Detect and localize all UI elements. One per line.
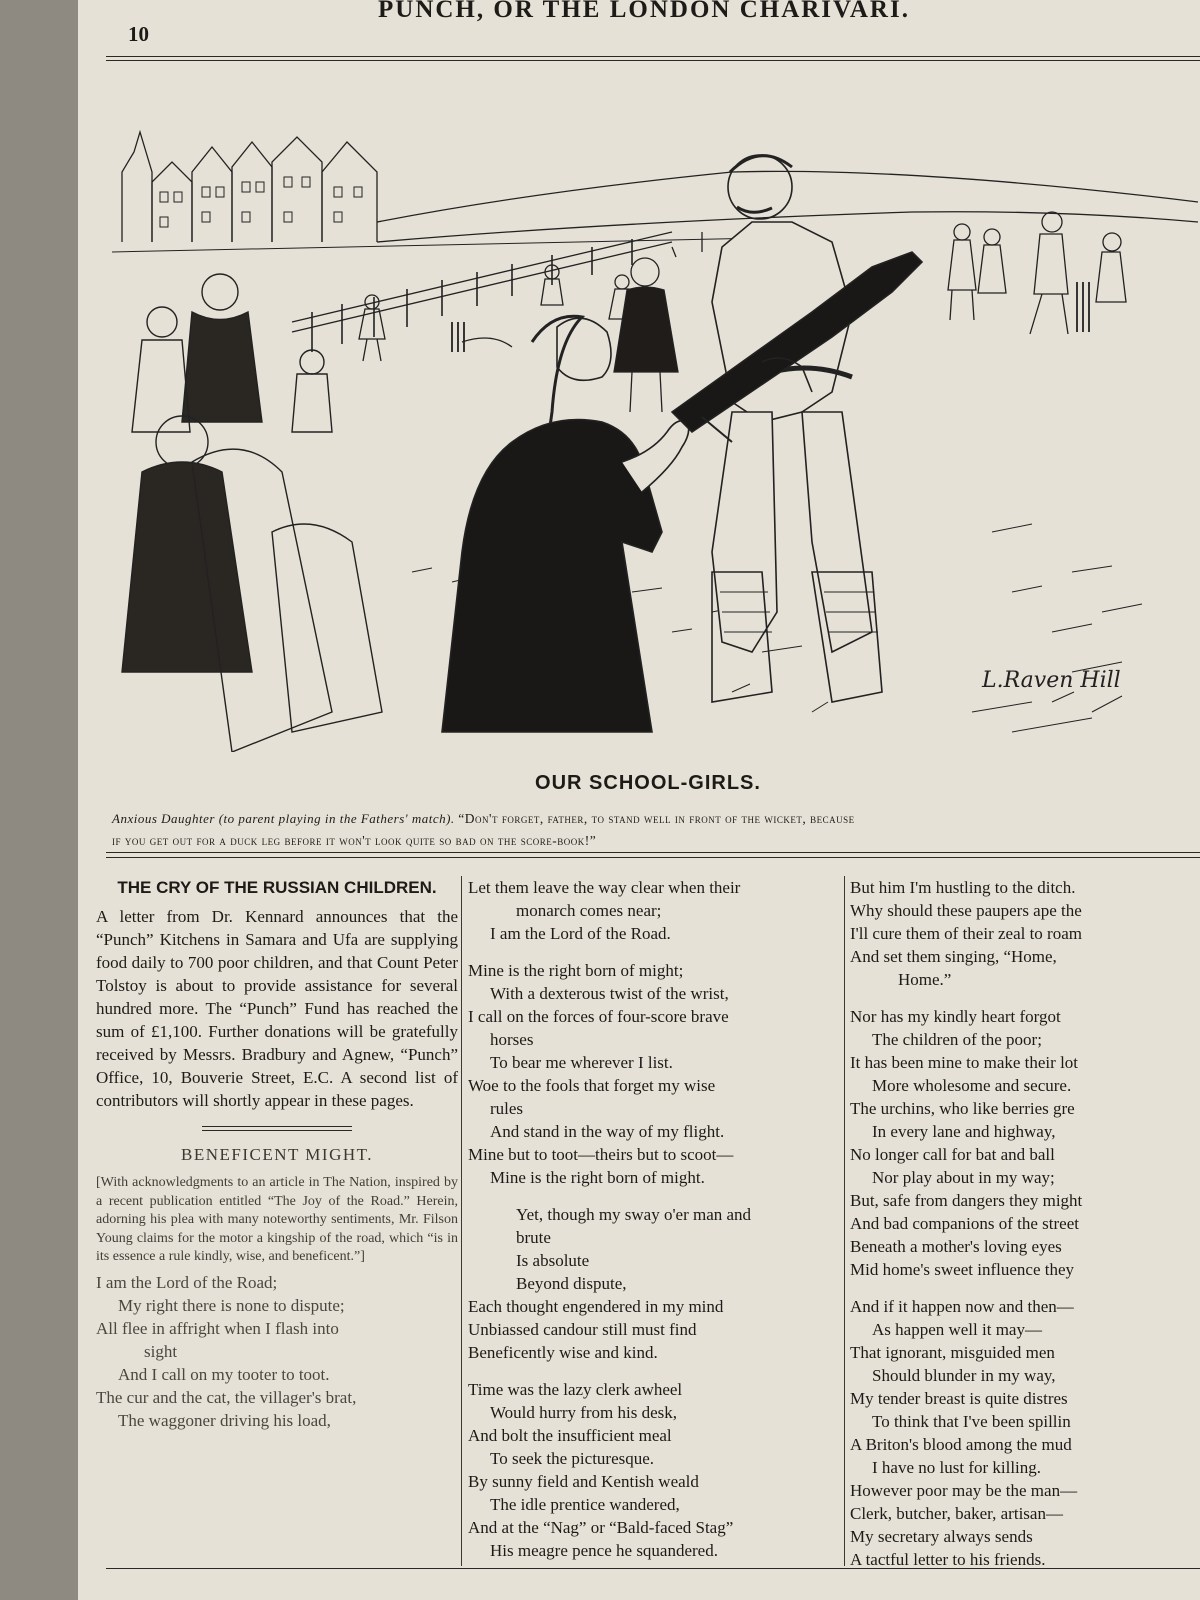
poem-line: A Briton's blood among the mud xyxy=(850,1435,1072,1454)
poem-line: The urchins, who like berries gre xyxy=(850,1099,1075,1118)
poem-line: I'll cure them of their zeal to roam xyxy=(850,924,1082,943)
poem-line: My secretary always sends xyxy=(850,1527,1033,1546)
poem-line: And at the “Nag” or “Bald-faced Stag” xyxy=(468,1518,734,1537)
poem-line: No longer call for bat and ball xyxy=(850,1145,1055,1164)
poem-line: I have no lust for killing. xyxy=(872,1458,1042,1477)
page-number: 10 xyxy=(128,22,149,46)
poem-line: I am the Lord of the Road; xyxy=(96,1272,278,1292)
column-2 xyxy=(468,876,844,1562)
poem-line: However poor may be the man— xyxy=(850,1481,1078,1500)
poem-line: To think that I've been spillin xyxy=(872,1412,1071,1431)
poem-col1-stanza xyxy=(96,1271,458,1432)
poem-line: A tactful letter to his friends. xyxy=(850,1550,1046,1569)
poem-line: By sunny field and Kentish weald xyxy=(468,1472,699,1491)
footer-rule xyxy=(106,1568,1200,1569)
column-3 xyxy=(850,876,1200,1571)
poem-line: It has been mine to make their lot xyxy=(850,1053,1079,1072)
header-rule xyxy=(106,56,1200,57)
column-divider-2 xyxy=(844,876,845,1566)
poem-line: But, safe from dangers they might xyxy=(850,1191,1083,1210)
poem-line: That ignorant, misguided men xyxy=(850,1343,1055,1362)
poem-line: Beyond dispute, xyxy=(516,1274,627,1293)
article-body: A letter from Dr. Kennard announces that the “Punch” Kitchens in Samara and Ufa are supplying food daily to 700 poor children, and that Count Peter Tolstoy is about to provide assistance for several hundred more. The “Punch” Fund has reached the sum of £1,100. Further donations will be gratefully received by Messrs. Bradbury and Agnew, “Punch” Office, 10, Bouverie Street, E.C. A second list of contributors will shortly appear in these pages. xyxy=(96,907,458,1110)
poem-line: Mine is the right born of might; xyxy=(468,961,684,980)
section-rule xyxy=(106,852,1200,853)
poem-line: rules xyxy=(490,1099,524,1118)
poem-line: The children of the poor; xyxy=(872,1030,1042,1049)
poem-line: Time was the lazy clerk awheel xyxy=(468,1380,683,1399)
poem-line: Mine but to toot—theirs but to scoot— xyxy=(468,1145,734,1164)
article-title: THE CRY OF THE RUSSIAN CHILDREN. xyxy=(117,878,437,897)
poem-line: And set them singing, “Home, xyxy=(850,947,1057,966)
poem-line: Woe to the fools that forget my wise xyxy=(468,1076,716,1095)
poem-line: And bolt the insufficient meal xyxy=(468,1426,672,1445)
caption-line-1: “Don't forget, father, to stand well in front of the wicket, because xyxy=(458,811,855,826)
poem-line: The waggoner driving his load, xyxy=(118,1410,331,1430)
caption-line-2: if you get out for a duck leg before it won't look quite so bad on the score-book!” xyxy=(112,833,597,848)
poem-line: brute xyxy=(516,1228,551,1247)
poem-line: Let them leave the way clear when their xyxy=(468,878,741,897)
cartoon-caption xyxy=(112,808,1200,852)
poem-line: Unbiassed candour still must find xyxy=(468,1320,697,1339)
poem-line: Mine is the right born of might. xyxy=(490,1168,705,1187)
poem-line: The idle prentice wandered, xyxy=(490,1495,680,1514)
poem-line: But him I'm hustling to the ditch. xyxy=(850,878,1076,897)
cartoon-title: OUR SCHOOL-GIRLS. xyxy=(535,772,761,794)
poem-line: Yet, though my sway o'er man and xyxy=(516,1205,752,1224)
cricket-cartoon-illustration xyxy=(112,112,1198,752)
poem-line: I call on the forces of four-score brave xyxy=(468,1007,729,1026)
poem-line: More wholesome and secure. xyxy=(872,1076,1072,1095)
artist-signature: L.Raven Hill xyxy=(982,668,1121,693)
page-header xyxy=(78,0,1200,60)
poem-line: Clerk, butcher, baker, artisan— xyxy=(850,1504,1063,1523)
caption-lead: Anxious Daughter (to parent playing in the Fathers' match). xyxy=(112,811,455,826)
poem-line: sight xyxy=(144,1341,178,1361)
poem-line: And bad companions of the street xyxy=(850,1214,1079,1233)
poem-line: And if it happen now and then— xyxy=(850,1297,1074,1316)
poem-line: horses xyxy=(490,1030,534,1049)
poem-line: And I call on my tooter to toot. xyxy=(118,1364,330,1384)
poem-line: Nor has my kindly heart forgot xyxy=(850,1007,1061,1026)
running-head: PUNCH, OR THE LONDON CHARIVARI. xyxy=(378,0,910,23)
poem-line: Mid home's sweet influence they xyxy=(850,1260,1075,1279)
poem-line: Should blunder in my way, xyxy=(872,1366,1056,1385)
poem-line: To seek the picturesque. xyxy=(490,1449,655,1468)
poem-line: His meagre pence he squandered. xyxy=(490,1541,718,1560)
poem-note: [With acknowledgments to an article in The Nation, inspired by a recent publication entitled “The Joy of the Road.” Herein, adorning his plea with many noteworthy sentiments, Mr. Filson Young claims for the motor a kingship of the road, which “is in its essence a rule kindly, wise, and beneficent.”] xyxy=(96,1175,458,1264)
poem-line: Each thought engendered in my mind xyxy=(468,1297,724,1316)
header-rule-thin xyxy=(106,60,1200,61)
poem-line: Is absolute xyxy=(516,1251,590,1270)
poem-line: In every lane and highway, xyxy=(872,1122,1056,1141)
column-divider-1 xyxy=(461,876,462,1566)
poem-line: Would hurry from his desk, xyxy=(490,1403,678,1422)
poem-line: My tender breast is quite distres xyxy=(850,1389,1068,1408)
poem-line: Beneficently wise and kind. xyxy=(468,1343,658,1362)
poem-line: Home.” xyxy=(898,970,952,989)
poem-line: Nor play about in my way; xyxy=(872,1168,1055,1187)
poem-line: monarch comes near; xyxy=(516,901,662,920)
column-1 xyxy=(96,876,458,1432)
section-rule-thin xyxy=(106,857,1200,858)
poem-line: Why should these paupers ape the xyxy=(850,901,1082,920)
poem-line: I am the Lord of the Road. xyxy=(490,924,671,943)
magazine-page xyxy=(78,0,1200,1600)
poem-line: The cur and the cat, the villager's brat, xyxy=(96,1387,357,1407)
poem-line: To bear me wherever I list. xyxy=(490,1053,673,1072)
poem-line: Beneath a mother's loving eyes xyxy=(850,1237,1062,1256)
poem-line: My right there is none to dispute; xyxy=(118,1295,345,1315)
ornamental-divider xyxy=(202,1126,352,1131)
poem-line: All flee in affright when I flash into xyxy=(96,1318,339,1338)
poem-title: BENEFICENT MIGHT. xyxy=(180,1145,374,1164)
poem-line: With a dexterous twist of the wrist, xyxy=(490,984,729,1003)
poem-line: As happen well it may— xyxy=(872,1320,1042,1339)
poem-line: And stand in the way of my flight. xyxy=(490,1122,725,1141)
